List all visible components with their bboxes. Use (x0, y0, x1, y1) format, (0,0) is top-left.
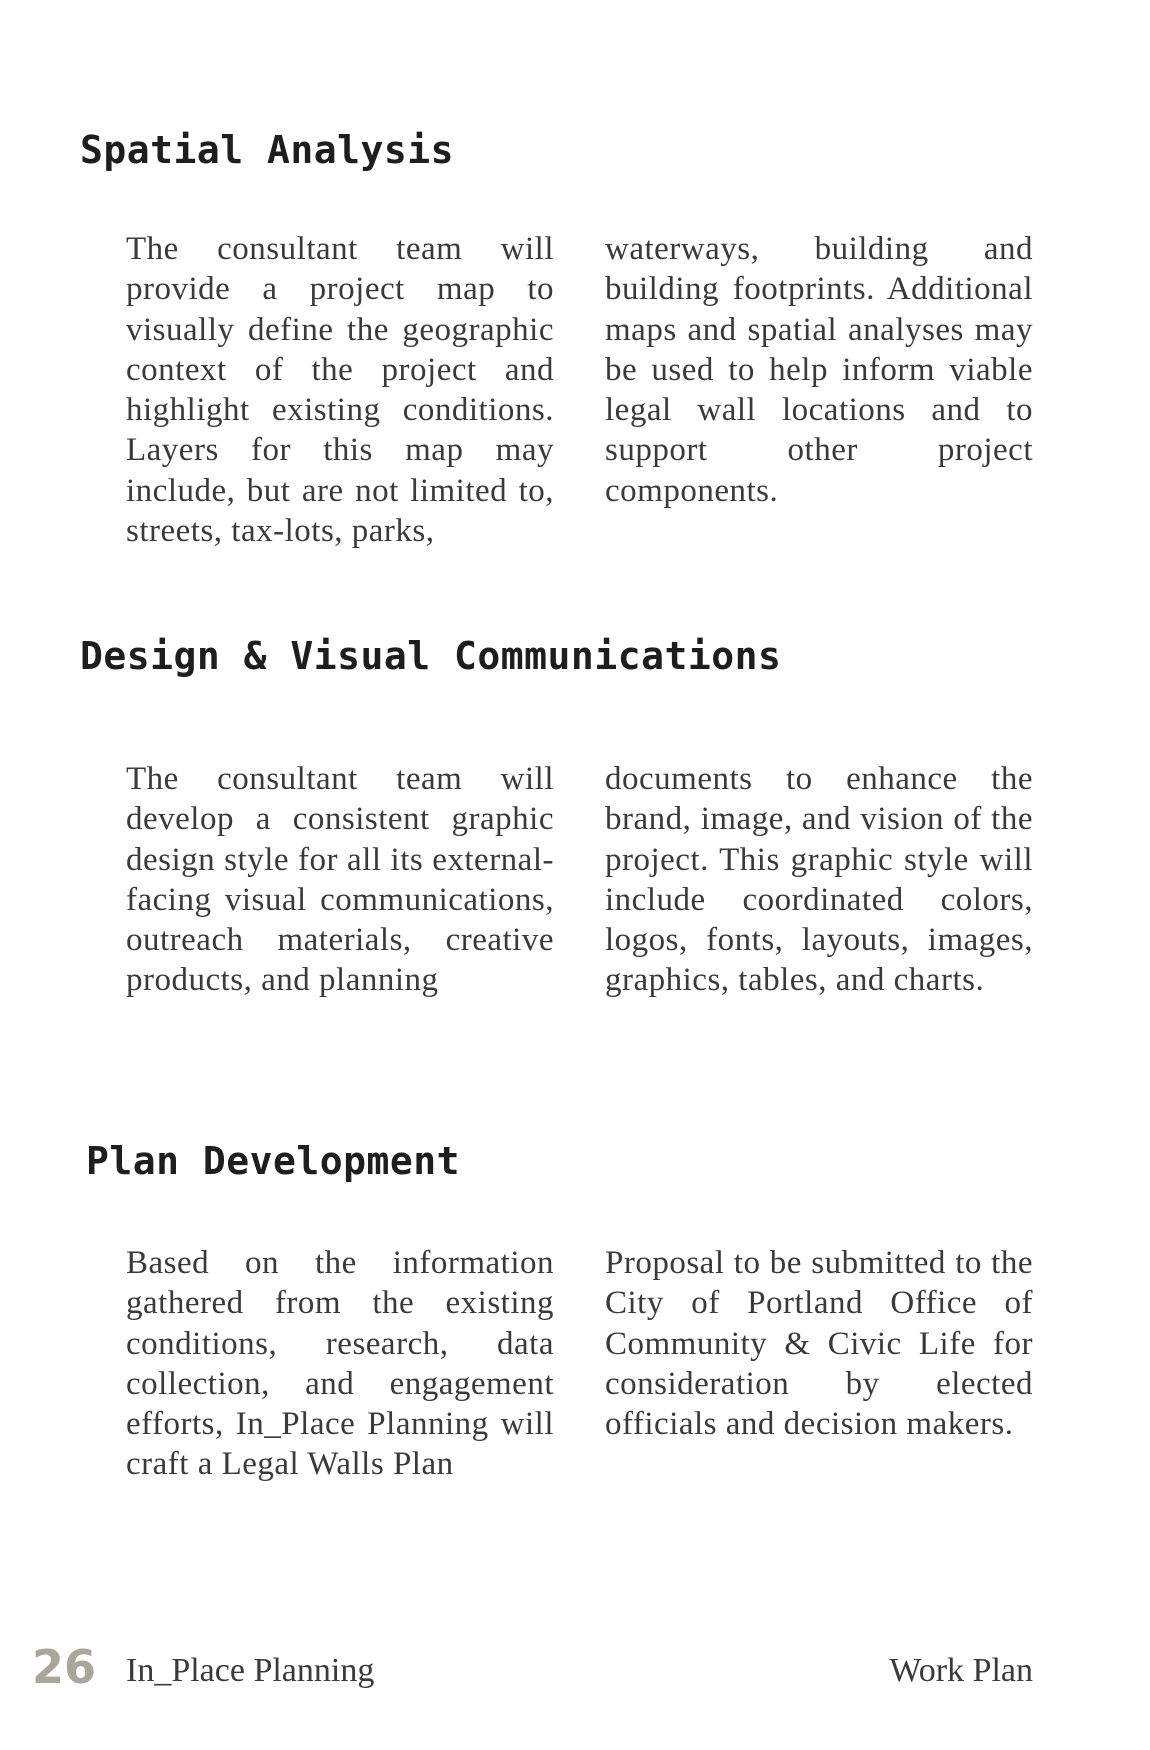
plan-development-paragraph-col2: Proposal to be submitted to the City of Portland Office of Community & Civic Life for consideration by elected officials and decision makers. (605, 1245, 1033, 1443)
section-heading-plan-development: Plan Development (86, 1139, 461, 1183)
section-heading-spatial-analysis: Spatial Analysis (80, 128, 455, 172)
spatial-analysis-paragraph-col2: waterways, building and building footprints. Additional maps and spatial analyses may be used to help inform viable legal wall locations and to support other project components. (605, 231, 1033, 509)
plan-development-paragraph-col1: Based on the information gathered from the existing conditions, research, data collection, and engagement efforts, In_Place Planning will craft a Legal Walls Plan (126, 1245, 554, 1483)
page-number: 26 (32, 1640, 97, 1694)
design-paragraph-col1: The consultant team will develop a consistent graphic design style for all its external-facing visual communications, outreach materials, creative products, and planning (126, 761, 554, 999)
footer-organization-name: In_Place Planning (126, 1652, 375, 1689)
design-paragraph-col2: documents to enhance the brand, image, and vision of the project. This graphic style will include coordinated colors, logos, fonts, layouts, images, graphics, tables, and charts. (605, 761, 1033, 999)
section-heading-design-visual-communications: Design & Visual Communications (80, 634, 782, 678)
footer-document-title: Work Plan (889, 1652, 1033, 1689)
spatial-analysis-paragraph-col1: The consultant team will provide a project map to visually define the geographic context of the project and highlight existing conditions. Layers for this map may include, but are not limited to, streets, tax-lots, parks, (126, 231, 554, 550)
